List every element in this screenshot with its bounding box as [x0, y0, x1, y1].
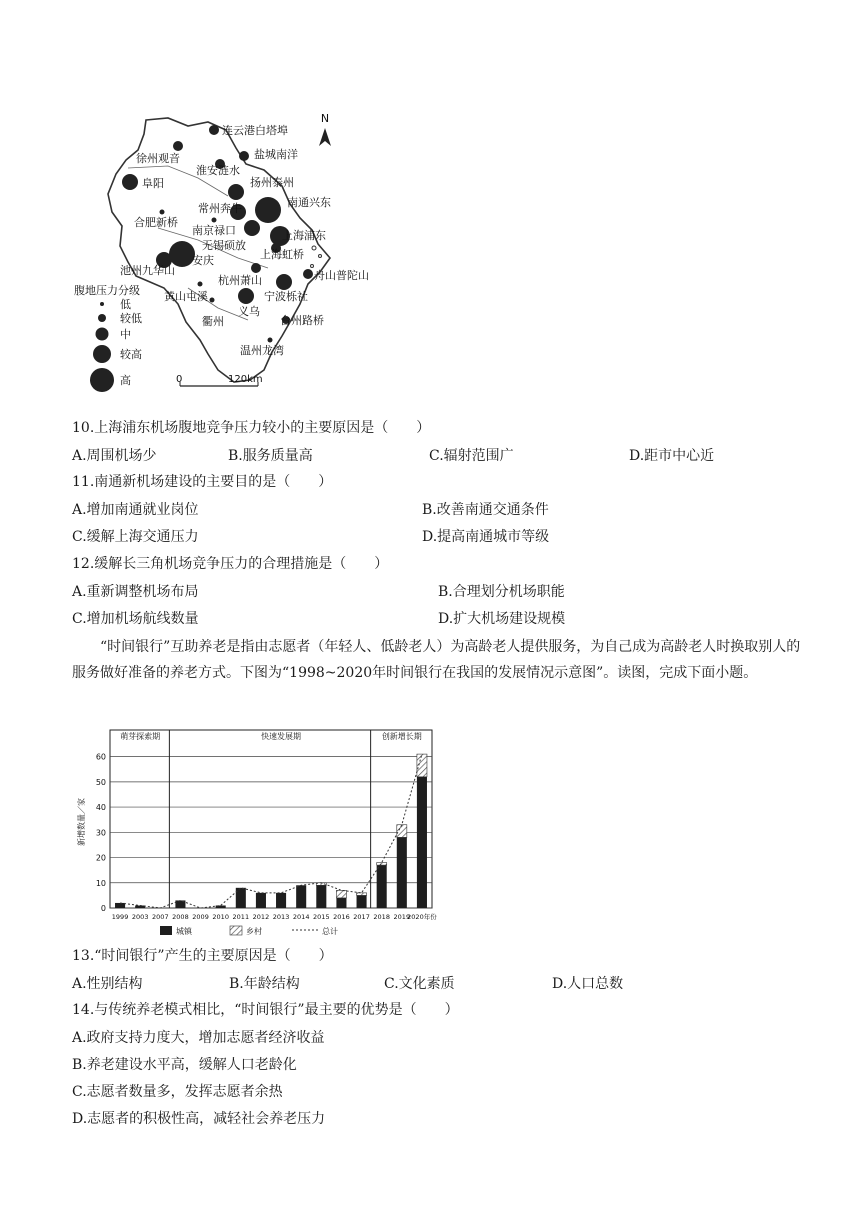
bar-urban [417, 777, 427, 908]
x-tick-label: 2018 [373, 913, 390, 921]
legend-urban-swatch [160, 926, 172, 935]
airport-label: 温州龙湾 [240, 344, 284, 357]
airport-taizhou [280, 313, 324, 327]
airport-label: 无锡硕放 [202, 239, 246, 252]
q10-option-a[interactable]: A.周围机场少 [72, 448, 157, 464]
airport-yangzhou [228, 175, 294, 200]
x-tick-label: 2016 [333, 913, 350, 921]
airport-map [68, 108, 398, 398]
q14-stem: 14.与传统养老模式相比，“时间银行”最主要的优势是（ ） [72, 1002, 459, 1018]
x-tick-label: 2017 [353, 913, 370, 921]
period-label: 快速发展期 [261, 732, 302, 741]
q13-stem: 13.“时间银行”产生的主要原因是（ ） [72, 948, 333, 964]
q12-option-c[interactable]: C.增加机场航线数量 [72, 611, 199, 627]
airport-label: 衢州 [202, 315, 224, 328]
airport-huangshan [164, 282, 208, 304]
airport-yiwu [238, 288, 260, 318]
scale-label: 120km [228, 374, 263, 385]
period-label: 萌芽探索期 [120, 732, 161, 741]
y-tick-label: 60 [95, 752, 106, 762]
airport-label: 安庆 [192, 254, 214, 267]
x-tick-label: 2015 [313, 913, 330, 921]
q12-option-a[interactable]: A.重新调整机场布局 [72, 584, 199, 600]
bar-urban [296, 885, 306, 908]
bar-urban [397, 837, 407, 908]
bar-urban [256, 893, 266, 908]
chart-ylabel: 新增数量／家 [77, 798, 86, 846]
airport-label: 台州路桥 [280, 314, 324, 327]
x-tick-label: 2007 [152, 913, 169, 921]
bar-urban [357, 895, 367, 908]
airport-yancheng [239, 147, 298, 161]
bar-rural [357, 893, 367, 896]
bar-urban [276, 893, 286, 908]
legend-total-label: 总计 [322, 927, 338, 936]
legend-low: 低 [120, 298, 131, 311]
legend-higher: 较高 [120, 348, 142, 361]
legend-rural-label: 乡村 [246, 927, 262, 936]
airport-changzhou [198, 201, 246, 220]
airport-label: 池州九华山 [120, 264, 175, 277]
q11-option-d[interactable]: D.提高南通城市等级 [422, 529, 550, 545]
airport-label: 阜阳 [142, 177, 164, 190]
x-tick-label: 2013 [272, 913, 290, 921]
airport-label: 连云港白塔埠 [222, 124, 288, 137]
airport-label: 舟山普陀山 [314, 269, 369, 282]
legend-high: 高 [120, 374, 131, 387]
north-label: N [320, 112, 330, 125]
legend-urban-label: 城镇 [176, 927, 192, 936]
bar-rural [397, 825, 407, 838]
airport-label: 宁波栎社 [264, 290, 308, 303]
x-tick-label: 1999 [111, 913, 129, 921]
q13-option-a[interactable]: A.性别结构 [72, 976, 143, 992]
airport-label: 南通兴东 [287, 196, 331, 209]
airport-label: 扬州泰州 [250, 176, 294, 189]
airport-ningbo [264, 274, 308, 303]
q14-option-c[interactable]: C.志愿者数量多，发挥志愿者余热 [72, 1084, 283, 1100]
q11-option-c[interactable]: C.缓解上海交通压力 [72, 529, 199, 545]
y-tick-label: 30 [95, 828, 106, 838]
airport-wenzhou [240, 338, 284, 358]
x-tick-label: 2014 [292, 913, 310, 921]
q12-stem: 12.缓解长三角机场竞争压力的合理措施是（ ） [72, 556, 389, 572]
airport-label: 杭州萧山 [218, 274, 262, 287]
q11-option-a[interactable]: A.增加南通就业岗位 [72, 502, 199, 518]
time-bank-chart-svg [70, 722, 450, 942]
airport-lianyungang [209, 123, 288, 137]
airport-label: 盐城南洋 [254, 148, 298, 161]
passage-text: “时间银行”互助养老是指由志愿者（年轻人、低龄老人）为高龄老人提供服务，为自己成为高龄老人时换取别人的服务做好准备的养老方式。下图为“1998~2020年时间银行在我国的发展情况示意图”。读图，完成下面小题。 [72, 639, 801, 681]
airport-label: 合肥新桥 [134, 216, 178, 229]
legend-mid: 中 [120, 328, 131, 341]
chart-legend [160, 926, 338, 936]
legend-title: 腹地压力分级 [74, 284, 140, 297]
x-tick-label: 2011 [232, 913, 250, 921]
y-tick-label: 0 [100, 904, 106, 913]
y-tick-label: 40 [95, 803, 106, 813]
x-tick-label: 2010 [212, 913, 229, 921]
x-tick-label: 2019 [393, 913, 411, 921]
y-tick-label: 20 [95, 853, 106, 863]
north-arrow-icon [319, 128, 331, 146]
q10-option-b[interactable]: B.服务质量高 [228, 448, 313, 464]
y-tick-label: 50 [95, 777, 106, 787]
q14-option-b[interactable]: B.养老建设水平高，缓解人口老龄化 [72, 1057, 297, 1073]
airport-label: 淮安涟水 [196, 164, 240, 177]
airport-label: 义乌 [238, 305, 260, 318]
airport-label: 上海虹桥 [260, 248, 304, 261]
q11-stem: 11.南通新机场建设的主要目的是（ ） [72, 474, 333, 490]
x-tick-label: 2009 [192, 913, 209, 921]
q11-option-b[interactable]: B.改善南通交通条件 [422, 502, 549, 518]
scale-bar [176, 374, 263, 386]
legend-lower: 较低 [120, 312, 142, 325]
q10-option-d[interactable]: D.距市中心近 [629, 448, 715, 464]
y-tick-label: 10 [95, 878, 106, 888]
q13-option-b[interactable]: B.年龄结构 [229, 976, 300, 992]
x-tick-label: 2003 [131, 913, 149, 921]
airport-nanjing [192, 218, 236, 238]
x-tick-label: 2008 [172, 913, 189, 921]
q10-option-c[interactable]: C.辐射范围广 [429, 448, 514, 464]
bar-rural [336, 890, 346, 898]
legend-rural-swatch [230, 926, 242, 935]
q10-stem: 10.上海浦东机场腹地竞争压力较小的主要原因是（ ） [72, 420, 431, 436]
q13-option-d[interactable]: D.人口总数 [552, 976, 624, 992]
airport-label: 上海浦东 [282, 229, 326, 242]
q12-option-d[interactable]: D.扩大机场建设规模 [438, 611, 566, 627]
bar-urban [336, 898, 346, 908]
period-label: 创新增长期 [381, 732, 422, 741]
q13-option-c[interactable]: C.文化素质 [384, 976, 455, 992]
airport-xuzhou [136, 141, 183, 165]
x-tick-label: 2012 [252, 913, 270, 921]
q14-option-a[interactable]: A.政府支持力度大，增加志愿者经济收益 [72, 1030, 325, 1046]
q12-option-b[interactable]: B.合理划分机场职能 [438, 584, 565, 600]
airport-hefei [134, 210, 178, 230]
bar-urban [377, 865, 387, 908]
bar-rural [377, 863, 387, 866]
airport-hangzhou [218, 263, 262, 287]
q14-option-d[interactable]: D.志愿者的积极性高，减轻社会养老压力 [72, 1111, 326, 1127]
airport-label: 常州奔牛 [198, 202, 242, 215]
airport-label: 南京禄口 [192, 224, 236, 237]
map-legend [74, 283, 142, 392]
airport-label: 黄山屯溪 [164, 290, 208, 303]
airport-label: 徐州观音 [136, 152, 180, 165]
bar-urban [316, 885, 326, 908]
airport-chizhou [120, 252, 175, 277]
bar-urban [115, 903, 125, 908]
bar-rural [417, 754, 427, 777]
scale-zero: 0 [176, 374, 183, 385]
airport-map-svg [68, 108, 398, 398]
airport-fuyang [122, 174, 164, 190]
x-tick-label: 2020年份 [407, 913, 437, 921]
airport-huaian [196, 159, 240, 177]
time-bank-chart [70, 722, 450, 942]
